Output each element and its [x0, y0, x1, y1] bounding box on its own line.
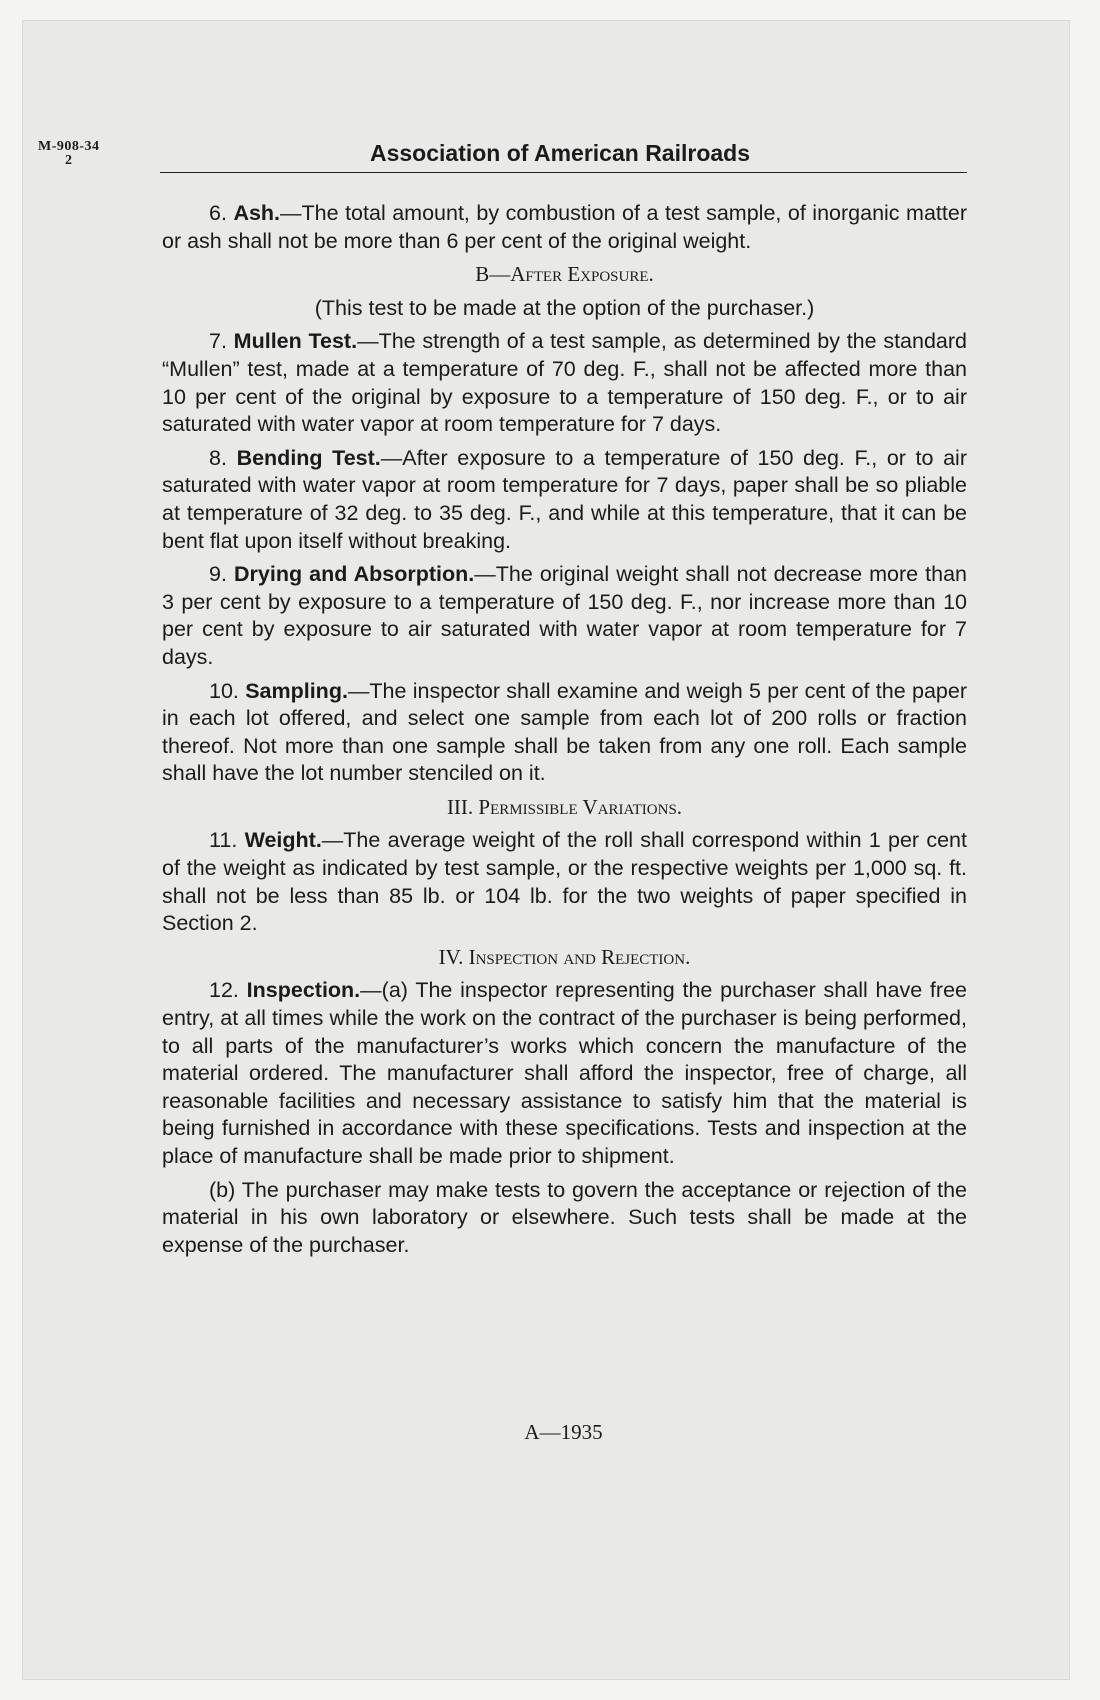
- section-title: Ash.: [233, 201, 281, 225]
- spec-code-number: M-908-34: [38, 139, 100, 154]
- section-7: [162, 328, 967, 438]
- section-title: Inspection.: [246, 978, 361, 1003]
- section-number: 10.: [209, 678, 239, 703]
- section-number: 11.: [209, 828, 238, 853]
- section-10: [162, 678, 967, 788]
- section-11: [162, 827, 967, 937]
- page-number: 2: [65, 153, 73, 168]
- subheading-after-exposure: B—After Exposure.: [475, 262, 654, 287]
- section-number: 9.: [209, 562, 227, 587]
- edition-footer: A—1935: [524, 1420, 603, 1444]
- section-title: Weight.: [244, 828, 322, 853]
- section-8: [162, 445, 967, 555]
- spec-code: [38, 140, 100, 168]
- section-number: 6.: [209, 201, 227, 225]
- heading-inspection-rejection: IV. Inspection and Rejection.: [438, 944, 691, 969]
- section-12: [162, 977, 967, 1170]
- section-title: Drying and Absorption.: [234, 562, 475, 587]
- heading-permissible-variations: III. Permissible Variations.: [446, 794, 683, 819]
- section-text: —The total amount, by combustion of a test sample, of inorganic matter or ash shall not be more than 6 per cent of the original weight.: [162, 201, 967, 253]
- document-body: [162, 200, 967, 1265]
- section-number: 8.: [209, 445, 227, 470]
- section-6: [162, 200, 967, 255]
- page-title: Association of American Railroads: [369, 140, 751, 166]
- section-12b: (b) The purchaser may make tests to govern the acceptance or rejection of the material in his own laboratory or elsewhere. Such tests shall be made at the expense of the purchaser.: [162, 1177, 967, 1257]
- section-title: Sampling.: [245, 678, 348, 703]
- section-text: —The strength of a test sample, as determined by the standard “Mullen” test, made at a temperature of 70 deg. F., shall not be affected more than 10 per cent of the original by exposure to a temperature of 150 deg. F., or to air saturated with water vapor at room temperature for 7 days.: [162, 329, 967, 437]
- section-text: —The inspector shall examine and weigh 5 per cent of the paper in each lot offered, and select one sample from each lot of 200 rolls or fraction thereof. Not more than one sample shall be taken from any one roll. Each sample shall have the lot number stenciled on it.: [162, 678, 967, 786]
- section-text: —(a) The inspector representing the purchaser shall have free entry, at all times while the work on the contract of the purchaser is being performed, to all parts of the manufacturer’s works which concern the manufacture of the material ordered. The manufacturer shall afford the inspector, free of charge, all reasonable facilities and necessary assistance to satisfy him that the material is being furnished in accordance with these specifications. Tests and inspection at the place of manufacture shall be made prior to shipment.: [162, 978, 967, 1168]
- section-title: Mullen Test.: [233, 329, 358, 354]
- section-text: —The average weight of the roll shall correspond within 1 per cent of the weight as indicated by test sample, or the respective weights per 1,000 sq. ft. shall not be less than 85 lb. or 104 lb. for the two weights of paper specified in Section 2.: [162, 828, 967, 936]
- option-note: (This test to be made at the option of the purchaser.): [314, 295, 815, 320]
- header-rule: [160, 172, 967, 173]
- section-number: 7.: [209, 329, 227, 354]
- section-text: —After exposure to a temperature of 150 deg. F., or to air saturated with water vapor at room temperature for 7 days, paper shall be so pliable at temperature of 32 deg. to 35 deg. F., and while at this temperature, that it can be bent flat upon itself without breaking.: [162, 445, 967, 553]
- section-text: —The original weight shall not decrease more than 3 per cent by exposure to a temperature of 150 deg. F., nor increase more than 10 per cent by exposure to air saturated with water vapor at room temperature for 7 days.: [162, 562, 967, 669]
- section-9: [162, 561, 967, 671]
- section-number: 12.: [209, 978, 239, 1003]
- section-title: Bending Test.: [236, 445, 381, 470]
